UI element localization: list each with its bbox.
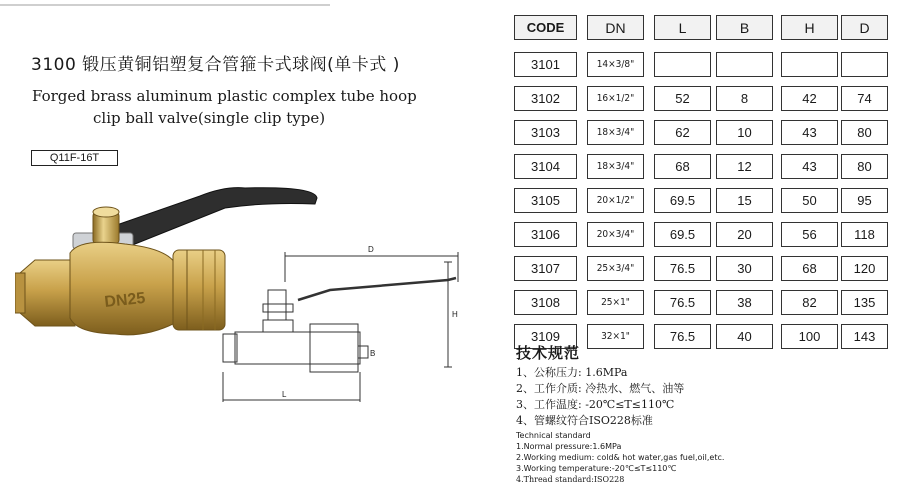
table-row <box>514 151 886 185</box>
product-title-chinese: 3100 锻压黄铜铝塑复合管箍卡式球阀(单卡式 ) <box>31 55 400 75</box>
cell-b: 12 <box>716 154 773 179</box>
cell-dn: 20×3/4" <box>587 222 644 247</box>
cell-code: 3106 <box>514 222 577 247</box>
tech-title-cn: 技术规范 <box>516 344 581 362</box>
header-l: L <box>654 15 711 40</box>
cell-h <box>781 52 838 77</box>
cell-h: 56 <box>781 222 838 247</box>
cell-dn: 25×1" <box>587 290 644 315</box>
cell-b: 15 <box>716 188 773 213</box>
cell-d: 95 <box>841 188 888 213</box>
cell-code: 3109 <box>514 324 577 349</box>
cell-b <box>716 52 773 77</box>
tech-line-cn: 2、工作介质: 冷热水、燃气、油等 <box>516 382 685 395</box>
tech-title-en: Technical standard <box>516 431 591 440</box>
cell-d: 80 <box>841 154 888 179</box>
cell-dn: 14×3/8" <box>587 52 644 77</box>
table-row <box>514 287 886 321</box>
cell-dn: 20×1/2" <box>587 188 644 213</box>
cell-code: 3104 <box>514 154 577 179</box>
product-title-english-line2: clip ball valve(single clip type) <box>93 109 326 127</box>
cell-dn: 18×3/4" <box>587 154 644 179</box>
tech-line-en: 4.Thread standard:ISO228 <box>516 475 625 484</box>
tech-line-cn: 3、工作温度: -20℃≤T≤110℃ <box>516 398 675 411</box>
tech-line-en: 2.Working medium: cold& hot water,gas fuel,oil,etc. <box>516 453 725 462</box>
cell-dn: 16×1/2" <box>587 86 644 111</box>
model-badge: Q11F-16T <box>31 150 118 166</box>
table-header-row <box>514 15 886 49</box>
label-l: L <box>282 390 287 399</box>
cell-l <box>654 52 711 77</box>
cell-d <box>841 52 888 77</box>
product-title-english <box>32 85 417 129</box>
table-row <box>514 185 886 219</box>
cell-d: 118 <box>841 222 888 247</box>
cell-d: 80 <box>841 120 888 145</box>
cell-l: 52 <box>654 86 711 111</box>
cell-h: 68 <box>781 256 838 281</box>
dimension-drawing <box>218 242 468 407</box>
cell-h: 100 <box>781 324 838 349</box>
table-row <box>514 219 886 253</box>
cell-b: 40 <box>716 324 773 349</box>
cell-b: 20 <box>716 222 773 247</box>
header-d: D <box>841 15 888 40</box>
cell-d: 135 <box>841 290 888 315</box>
cell-code: 3102 <box>514 86 577 111</box>
product-title-english-line1: Forged brass aluminum plastic complex tube hoop <box>32 87 417 105</box>
cell-d: 74 <box>841 86 888 111</box>
cell-b: 8 <box>716 86 773 111</box>
valve-body <box>70 242 175 335</box>
cell-h: 82 <box>781 290 838 315</box>
cell-l: 69.5 <box>654 188 711 213</box>
cell-l: 68 <box>654 154 711 179</box>
cell-l: 76.5 <box>654 290 711 315</box>
technical-spec <box>516 342 896 485</box>
label-h: H <box>452 310 458 319</box>
cell-l: 62 <box>654 120 711 145</box>
cell-h: 42 <box>781 86 838 111</box>
cell-h: 43 <box>781 120 838 145</box>
header-h: H <box>781 15 838 40</box>
tech-line-cn: 4、管螺纹符合ISO228标准 <box>516 414 653 427</box>
cell-dn: 32×1" <box>587 324 644 349</box>
cell-dn: 18×3/4" <box>587 120 644 145</box>
cell-b: 30 <box>716 256 773 281</box>
cell-code: 3101 <box>514 52 577 77</box>
cell-l: 76.5 <box>654 256 711 281</box>
header-dn: DN <box>587 15 644 40</box>
table-row <box>514 253 886 287</box>
tech-line-en: 1.Normal pressure:1.6MPa <box>516 442 622 451</box>
cell-code: 3108 <box>514 290 577 315</box>
top-decorative-rule <box>0 4 330 6</box>
header-code: CODE <box>514 15 577 40</box>
cell-h: 50 <box>781 188 838 213</box>
table-row <box>514 117 886 151</box>
spec-table <box>514 15 886 355</box>
cell-l: 69.5 <box>654 222 711 247</box>
left-hex-end <box>20 260 75 326</box>
body-marking: DN25 <box>103 289 147 312</box>
cell-b: 38 <box>716 290 773 315</box>
cell-code: 3107 <box>514 256 577 281</box>
label-d: D <box>368 245 374 254</box>
cell-d: 143 <box>841 324 888 349</box>
cell-code: 3103 <box>514 120 577 145</box>
cell-dn: 25×3/4" <box>587 256 644 281</box>
cell-code: 3105 <box>514 188 577 213</box>
cell-h: 43 <box>781 154 838 179</box>
table-row <box>514 49 886 83</box>
drawing-handle <box>298 278 456 300</box>
cell-b: 10 <box>716 120 773 145</box>
cell-d: 120 <box>841 256 888 281</box>
cell-l: 76.5 <box>654 324 711 349</box>
label-b: B <box>370 349 376 358</box>
tech-line-en: 3.Working temperature:-20℃≤T≤110℃ <box>516 464 677 473</box>
header-b: B <box>716 15 773 40</box>
table-row <box>514 83 886 117</box>
tech-line-cn: 1、公称压力: 1.6MPa <box>516 366 628 379</box>
